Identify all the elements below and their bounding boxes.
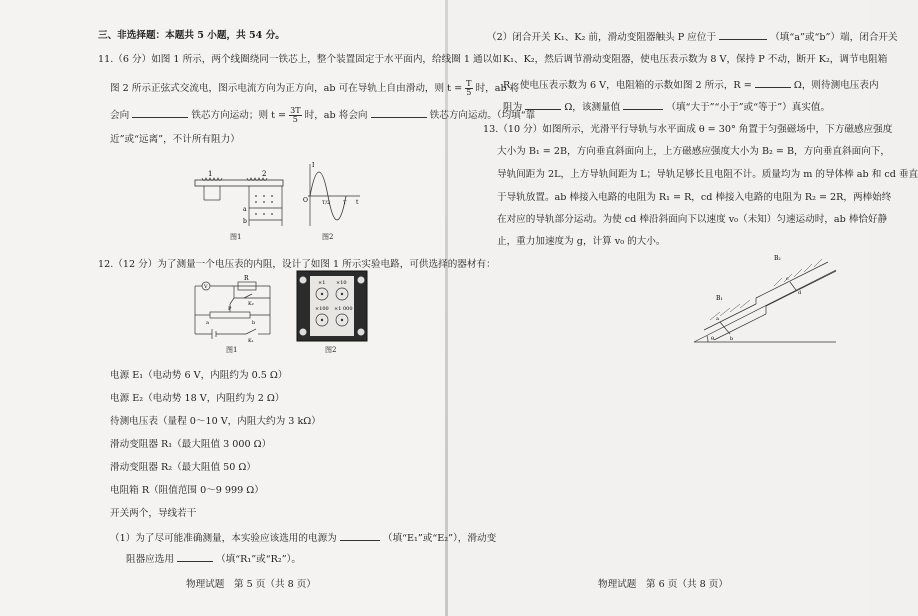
fig2-label-T: T (343, 200, 347, 206)
q13-line4: 于导轨放置。ab 棒接入电路的电阻为 R₁ = R，cd 棒接入电路的电阻为 R₂ = 2R，两棒始终 (497, 192, 892, 203)
q12-item-5: 滑动变阻器 R₂（最大阻值 50 Ω） (110, 462, 256, 473)
q12-answer-blank-endpoint[interactable] (719, 30, 767, 40)
q13-line6: 止，重力加速度为 g，计算 v₀ 的大小。 (497, 236, 666, 247)
q12-fig2-caption: 图2 (325, 346, 337, 354)
frac-num: T (466, 79, 472, 88)
page-6-footer: 物理试题 第 6 页（共 8 页） (598, 579, 728, 590)
fig2-label-i: I (312, 162, 315, 169)
q11-answer-blank-2[interactable] (371, 108, 427, 118)
q11-figure-1 (192, 168, 287, 230)
section-header: 三、非选择题：本题共 5 小题，共 54 分。 (98, 30, 285, 41)
q12-answer-blank-rheostat[interactable] (177, 552, 213, 562)
q13-label-d: d (798, 290, 802, 296)
q13-label-a: a (716, 316, 719, 322)
circuit-label-a: a (206, 320, 209, 326)
q12-sub1-text-d: （填“R₁”或“R₂”）。 (216, 554, 302, 565)
frac-num: 3T (290, 106, 301, 115)
q12-answer-blank-power[interactable] (340, 531, 380, 541)
q12-sub2-text-a: （2）闭合开关 K₁、K₂ 前，滑动变阻器触头 P 应位于 (487, 32, 717, 43)
circuit-label-p: P (228, 306, 232, 312)
fig1-label-b: b (243, 218, 247, 225)
q12-figure-2-resistance-box (296, 270, 368, 342)
q12-item-6: 电阻箱 R（阻值范围 0～9 999 Ω） (110, 485, 264, 496)
q13-label-b: b (730, 336, 734, 342)
box-label-x10: ×10 (336, 280, 347, 286)
box-label-x1000: ×1 000 (334, 306, 353, 312)
q12-sub2-text-d: Ω，则待测电压表内 (793, 80, 879, 91)
q11-frac-t-over-5 (465, 80, 472, 97)
q12-fig1-caption: 图1 (226, 346, 238, 354)
q12-sub2-text-f: Ω，该测量值 (564, 102, 621, 113)
circuit-voltmeter-label: V (204, 284, 208, 290)
frac-den: 5 (466, 88, 472, 97)
page-5-footer: 物理试题 第 5 页（共 8 页） (186, 579, 316, 590)
q13-label-b1: B₁ (716, 295, 723, 302)
fig2-label-t: t (356, 199, 359, 206)
q11-answer-blank-1[interactable] (132, 108, 188, 118)
q13-line1: 13.（10 分）如图所示，光滑平行导轨与水平面成 θ = 30° 角置于匀强磁场中，下方磁感应强度 (483, 124, 893, 135)
q12-sub1-text-c: 阻器应选用 (126, 554, 174, 565)
q12-item-1: 电源 E₁（电动势 6 V，内阻约为 0.5 Ω） (110, 370, 288, 381)
q13-label-b2: B₂ (774, 255, 781, 262)
circuit-label-r: R (244, 275, 249, 282)
q11-fig2-caption: 图2 (322, 233, 334, 241)
circuit-label-b: b (252, 320, 256, 326)
q11-line3-text-a: 会向 (110, 110, 130, 121)
q11-line2-tail: 时，ab 将 (475, 83, 520, 94)
q11-fig1-caption: 图1 (230, 233, 242, 241)
frac-den: 5 (292, 115, 298, 124)
fig1-label-a: a (243, 206, 247, 213)
q12-sub2-text-b: （填“a”或“b”）端，闭合开关 (770, 32, 898, 43)
q12-sub2-text-e: 阻为 (503, 102, 523, 113)
q12-sub2-line1 (487, 30, 898, 44)
q13-line5: 在对应的导轨部分运动。为使 cd 棒沿斜面向下以速度 v₀（未知）匀速运动时，ab 棒恰好静 (497, 214, 888, 225)
box-label-x1: ×1 (318, 280, 326, 286)
circuit-label-k1: K₁ (248, 338, 254, 344)
q11-frac-3t-over-5 (289, 107, 301, 124)
fig1-label-1: 1 (208, 170, 213, 178)
q11-line3-text-b: 铁芯方向运动；则 t = (191, 110, 287, 121)
fig2-label-T2: T/2 (322, 200, 331, 206)
q13-line2: 大小为 B₁ = 2B，方向垂直斜面向上，上方磁感应强度大小为 B₂ = B，方向垂直斜面向下， (497, 146, 890, 157)
q12-sub1-line1 (110, 531, 496, 545)
q12-answer-blank-comparison[interactable] (623, 100, 663, 110)
q11-figure-2-sine-wave (298, 160, 362, 232)
q11-line4: 近”或“远离”，不计所有阻力） (110, 134, 240, 145)
q12-sub2-text-c: R，使电压表示数为 6 V，电阻箱的示数如图 2 所示，R = (503, 80, 752, 91)
q13-line3: 导轨间距为 2L，上方导轨间距为 L；导轨足够长且电阻不计。质量均为 m 的导体棒 ab 和 cd 垂直 (497, 169, 918, 180)
q12-sub2-line3 (503, 78, 879, 92)
q12-answer-blank-r-value[interactable] (755, 78, 791, 88)
q11-line3-text-c: 时，ab 将会向 (304, 110, 368, 121)
q13-label-theta: θ (711, 336, 715, 342)
q11-line3 (110, 107, 535, 124)
q12-item-3: 待测电压表（量程 0～10 V，内阻大约为 3 kΩ） (110, 416, 321, 427)
fig2-label-o: O (303, 197, 308, 204)
q11-line2 (110, 80, 519, 97)
q12-sub2-text-g: （填“大于”“小于”或“等于”）真实值。 (666, 102, 831, 113)
q13-figure-inclined-rails (690, 250, 840, 346)
q12-sub2-line2: K₁、K₂，然后调节滑动变阻器，使电压表示数为 8 V，保持 P 不动，断开 K₂，调节电阻箱 (503, 54, 888, 65)
q12-line1: 12.（12 分）为了测量一个电压表的内阻，设计了如图 1 所示实验电路，可供选择的器材有： (98, 259, 496, 270)
q12-item-7: 开关两个，导线若干 (110, 508, 197, 519)
q11-line2-text: 图 2 所示正弦式交流电，图示电流方向为正方向，ab 可在导轨上自由滑动，则 t = (110, 83, 463, 94)
q11-line1: 11.（6 分）如图 1 所示，两个线圈绕同一铁芯上，整个装置固定于水平面内，给线圈 1 通以如 (98, 54, 502, 65)
q12-sub1-text-a: （1）为了尽可能准确测量，本实验应该选用的电源为 (110, 533, 337, 544)
q11-line3-text-d: 铁芯方向运动。（均填“靠 (429, 110, 536, 121)
q12-figure-1-circuit (192, 274, 274, 342)
circuit-label-k2: K₂ (248, 301, 254, 307)
box-label-x100: ×100 (315, 306, 329, 312)
fig1-label-2: 2 (262, 170, 267, 178)
q12-sub1-line2 (126, 552, 301, 566)
q13-label-c: c (786, 276, 789, 282)
q12-item-2: 电源 E₂（电动势 18 V，内阻约为 2 Ω） (110, 393, 285, 404)
q12-item-4: 滑动变阻器 R₁（最大阻值 3 000 Ω） (110, 439, 272, 450)
q12-sub2-line4 (503, 100, 830, 114)
q12-sub1-text-b: （填“E₁”或“E₂”），滑动变 (382, 533, 497, 544)
q12-answer-blank-internal-resistance[interactable] (525, 100, 561, 110)
